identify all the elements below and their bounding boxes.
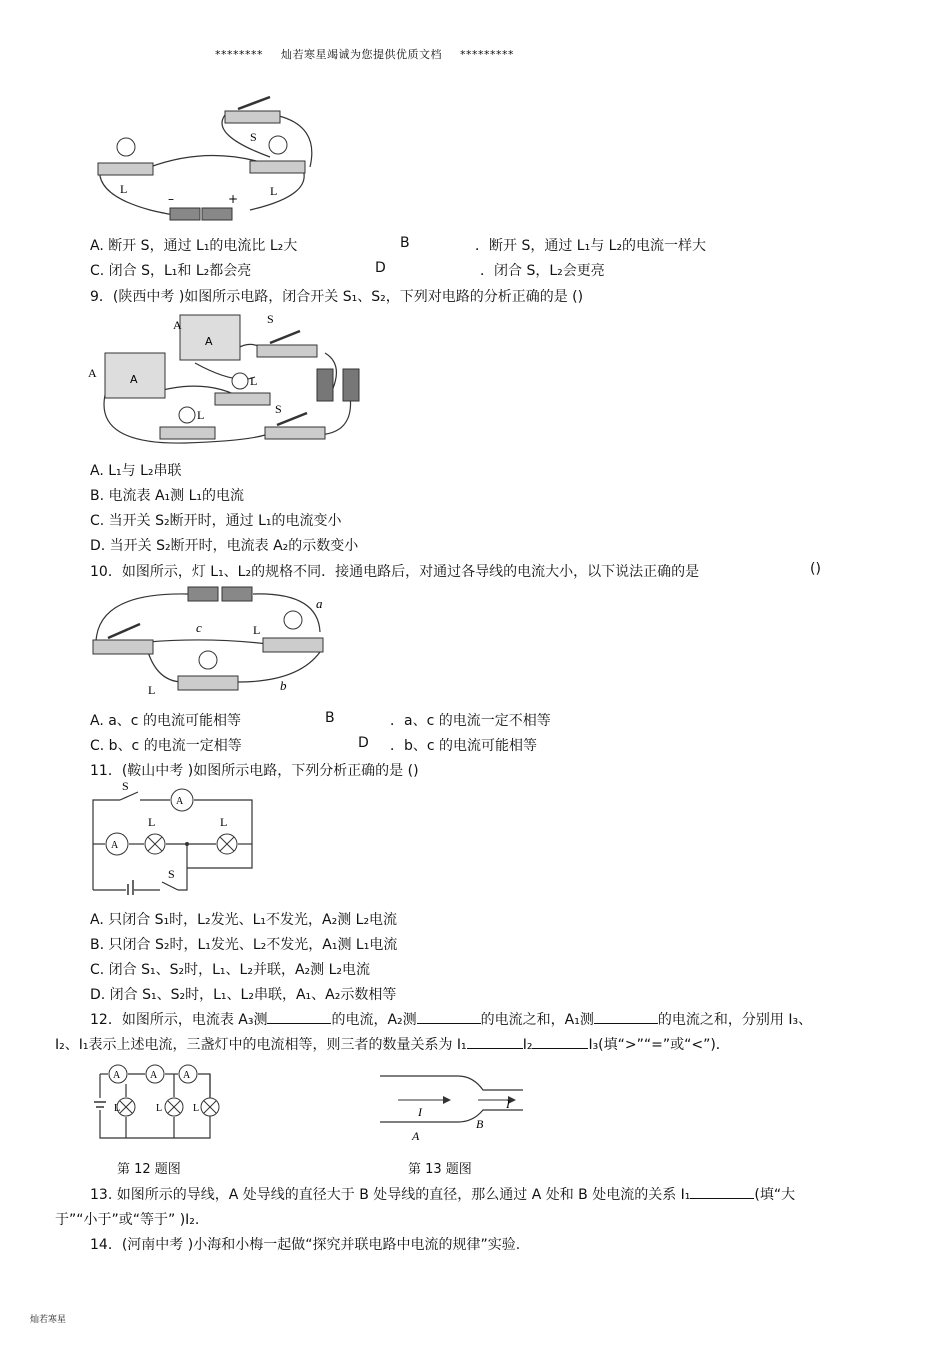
q8-row-cd [90,260,605,280]
q12-blank-1[interactable] [267,1011,331,1024]
q13-wire-svg [378,1070,528,1145]
q12-blank-4[interactable] [467,1036,523,1049]
q9-meter-a2-mark: A [130,373,138,386]
q12-text-2a: I₂、I₁表示上述电流，三盏灯中的电流相等，则三者的数量关系为 I₁ [55,1037,467,1053]
q13-label-i2: I [506,1097,510,1111]
q10-label-a: a [316,596,323,611]
q8-label-plus: + [228,192,239,206]
q9-label-l2: L [197,408,205,422]
page-header [215,46,528,62]
q9-option-b: B. 电流表 A₁测 L₁的电流 [90,488,245,504]
q8-option-b: ．断开 S，通过 L₁与 L₂的电流一样大 [475,238,707,254]
q13-caption: 第 13 题图 [408,1162,472,1177]
q8-circuit-figure [90,85,330,225]
q9-option-c: C. 当开关 S₂断开时，通过 L₁的电流变小 [90,513,342,529]
q12-blank-3[interactable] [594,1011,658,1024]
q13-label-b: B [476,1117,484,1131]
q10-option-b-letter: B [325,710,335,726]
q12-label-l1: L [114,1103,121,1114]
q10-paren: () [810,561,821,577]
q10-stem: 10．如图所示，灯 L₁、L₂的规格不同．接通电路后，对通过各导线的电流大小，以下说法正确的是 [90,564,700,580]
q11-label-l1: L [148,815,156,829]
page-footer: 灿若寒星 [30,1315,67,1325]
q12-label-l3: L [193,1103,200,1114]
q13-line-1 [90,1184,795,1204]
q10-option-c: C. b、c 的电流一定相等 [90,738,242,754]
q12-circuit-figure [90,1062,220,1144]
q9-circuit-svg [85,305,375,455]
q12-blank-2[interactable] [417,1011,481,1024]
q10-option-b: ．a、c 的电流一定不相等 [390,713,551,729]
q10-circuit-figure [88,582,338,702]
q8-option-d: ．闭合 S，L₂会更亮 [480,263,605,279]
q8-row-ab [90,235,707,255]
q8-option-b-letter: B [400,235,410,251]
q8-label-l1: L [120,182,128,196]
q9-label-a1: A [173,318,182,332]
q12-caption: 第 12 题图 [117,1162,181,1177]
q9-circuit-figure [85,305,375,455]
q8-option-a: A. 断开 S，通过 L₁的电流比 L₂大 [90,238,298,254]
q11-option-b: B. 只闭合 S₂时，L₁发光、L₂不发光，A₁测 L₁电流 [90,937,398,953]
q12-text-2b: I₂ [522,1037,533,1053]
q8-label-s: S [250,130,257,144]
q13-blank[interactable] [690,1186,754,1199]
q13-wire-figure [378,1070,528,1145]
q10-stem-row [90,561,821,581]
q11-label-l2: L [220,815,228,829]
q9-label-s1: S [267,312,274,326]
q8-label-minus: – [168,192,174,206]
q8-circuit-svg [90,85,330,225]
q9-label-s2: S [275,402,282,416]
q11-circuit-svg [90,780,260,895]
q10-label-c: c [196,620,202,635]
q12-line-2 [55,1034,730,1054]
q9-label-l1: L [250,374,258,388]
q12-text-1c: 的电流之和，A₁测 [480,1012,594,1028]
q12-text-1b: 的电流，A₂测 [331,1012,417,1028]
q10-row-ab [90,710,551,730]
q11-option-a: A. 只闭合 S₁时，L₂发光、L₁不发光，A₂测 L₂电流 [90,912,398,928]
q10-circuit-svg [88,582,338,702]
q13-text-1b: (填“大 [754,1187,796,1203]
q9-option-d: D. 当开关 S₂断开时，电流表 A₂的示数变小 [90,538,359,554]
header-stars-right: ********* [460,48,514,61]
q13-line-2: 于”“小于”或“等于” )I₂. [55,1212,200,1228]
q12-text-1d: 的电流之和，分别用 I₃、 [657,1012,813,1028]
q10-option-d: ．b、c 的电流可能相等 [390,738,538,754]
q9-label-a2: A [88,366,97,380]
q11-label-a2: A [176,796,184,807]
q12-blank-5[interactable] [532,1036,588,1049]
q11-label-s2: S [122,780,129,793]
q13-label-i1: I [418,1105,422,1119]
q12-circuit-svg [90,1062,220,1144]
q10-option-a: A. a、c 的电流可能相等 [90,713,241,729]
q10-row-cd [90,735,538,755]
q11-option-d: D. 闭合 S₁、S₂时，L₁、L₂串联，A₁、A₂示数相等 [90,987,397,1003]
q11-option-c: C. 闭合 S₁、S₂时，L₁、L₂并联，A₂测 L₂电流 [90,962,370,978]
q10-label-b: b [280,678,287,693]
q11-label-s1: S [168,867,175,881]
q12-text-2c: I₃(填“>”“=”或“<”)． [588,1037,730,1053]
q12-line-1 [90,1009,812,1029]
q12-label-a3: A [183,1070,191,1081]
q11-circuit-figure [90,780,260,895]
q8-option-d-letter: D [375,260,386,276]
q10-label-l1: L [253,623,261,637]
q8-label-l2: L [270,184,278,198]
q9-stem: 9．(陕西中考 )如图所示电路，闭合开关 S₁、S₂，下列对电路的分析正确的是 () [90,289,584,305]
q12-label-a2: A [150,1070,158,1081]
header-stars-left: ******** [215,48,263,61]
q12-label-l2: L [156,1103,163,1114]
q13-text-1a: 13. 如图所示的导线，A 处导线的直径大于 B 处导线的直径，那么通过 A 处和 B 处电流的关系 I₁ [90,1187,691,1203]
q10-label-l2: L [148,683,156,697]
q14-stem: 14．(河南中考 )小海和小梅一起做“探究并联电路中电流的规律”实验. [90,1237,521,1253]
q8-option-c: C. 闭合 S，L₁和 L₂都会亮 [90,263,252,279]
q11-stem: 11．(鞍山中考 )如图所示电路，下列分析正确的是 () [90,763,419,779]
q12-text-1a: 12．如图所示，电流表 A₃测 [90,1012,268,1028]
q9-meter-a1-mark: A [205,335,213,348]
q11-label-a1: A [111,840,119,851]
q9-option-a: A. L₁与 L₂串联 [90,463,182,479]
q13-label-a: A [412,1129,420,1143]
q10-option-d-letter: D [358,735,369,751]
header-title: 灿若寒星竭诚为您提供优质文档 [281,48,442,61]
q12-label-a1: A [113,1070,121,1081]
